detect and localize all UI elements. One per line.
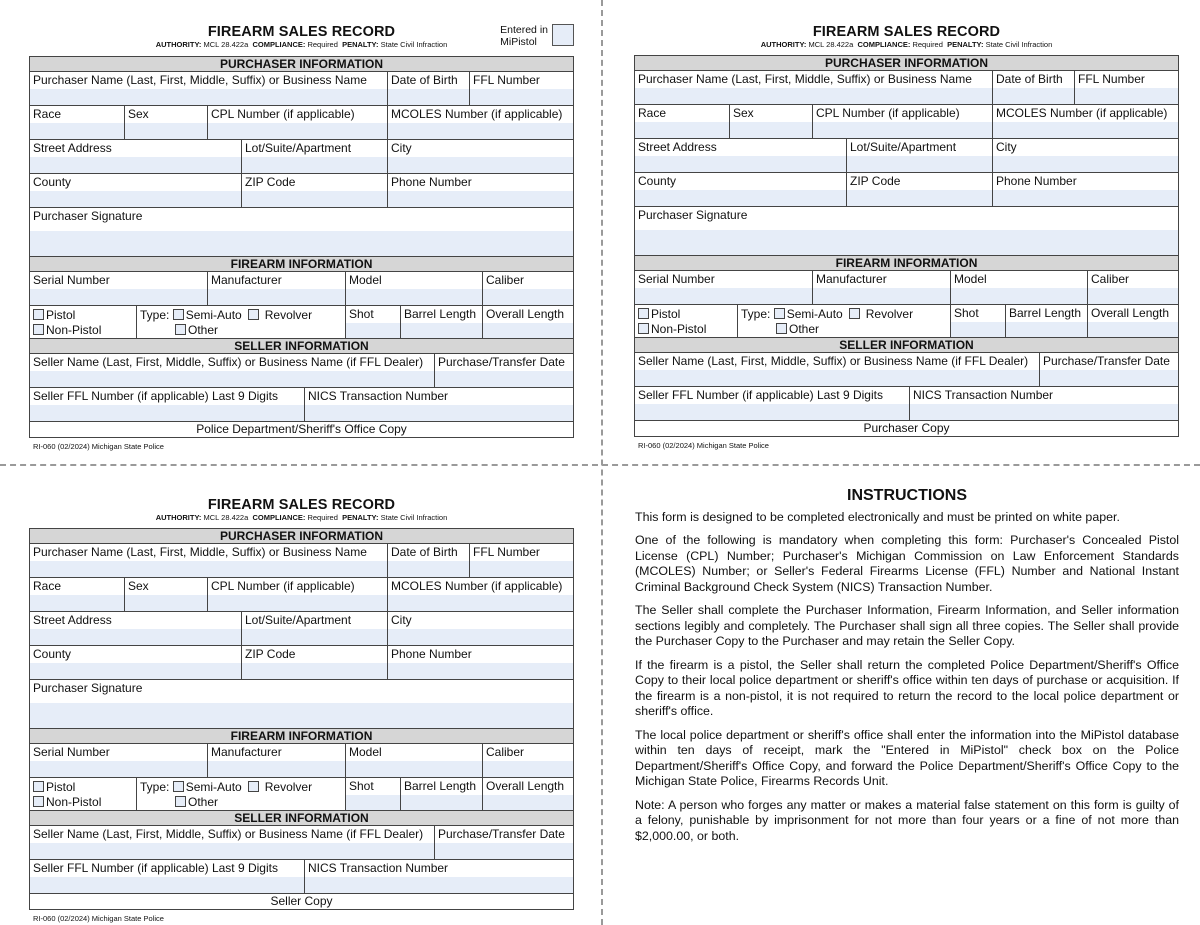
seller-name-field[interactable]: Seller Name (Last, First, Middle, Suffix) or Business Name (if FFL Dealer) — [30, 354, 435, 387]
seller-copy-form — [29, 497, 574, 923]
copy-label: Purchaser Copy — [635, 421, 1178, 437]
shot-field[interactable]: Shot — [951, 305, 1006, 337]
other-checkbox[interactable] — [175, 796, 186, 807]
instructions-paragraph: The Seller shall complete the Purchaser Information, Firearm Information, and Seller information sections legibly and completely. The Purchaser shall sign all three copies. The Seller shall provide the Purchaser Copy to the Purchaser and may retain the Seller Copy. — [635, 603, 1179, 648]
street-address-field[interactable]: Street Address — [635, 139, 847, 172]
shot-field[interactable]: Shot — [346, 778, 401, 810]
purchase-date-field[interactable]: Purchase/Transfer Date — [435, 354, 573, 387]
zip-code-field[interactable]: ZIP Code — [242, 174, 388, 207]
purchase-date-field[interactable]: Purchase/Transfer Date — [1040, 353, 1178, 386]
form-title: FIREARM SALES RECORD — [812, 24, 1001, 40]
lot-suite-field[interactable]: Lot/Suite/Apartment — [242, 140, 388, 173]
purchaser-signature-field[interactable]: Purchaser Signature — [635, 207, 1178, 255]
authority-line: AUTHORITY: MCL 28.422a COMPLIANCE: Required PENALTY: State Civil Infraction — [760, 40, 1053, 49]
action-type-group: Type: Semi-Auto Revolver Other — [738, 305, 951, 337]
pistol-type-group: Pistol Non-Pistol — [635, 305, 738, 337]
horizontal-cut-line — [0, 464, 1200, 466]
pistol-type-group: Pistol Non-Pistol — [30, 306, 137, 338]
purchase-date-field[interactable]: Purchase/Transfer Date — [435, 826, 573, 859]
purchaser-signature-field[interactable]: Purchaser Signature — [30, 208, 573, 256]
semi-auto-checkbox[interactable] — [173, 309, 184, 320]
purchaser-name-field[interactable]: Purchaser Name (Last, First, Middle, Suffix) or Business Name — [30, 544, 388, 577]
sex-field[interactable]: Sex — [125, 106, 208, 139]
ffl-number-field[interactable]: FFL Number — [1075, 71, 1178, 104]
vertical-cut-line — [601, 0, 603, 925]
phone-number-field[interactable]: Phone Number — [993, 173, 1178, 206]
purchaser-section-header: PURCHASER INFORMATION — [30, 57, 573, 72]
firearm-section-header: FIREARM INFORMATION — [30, 257, 573, 272]
non-pistol-checkbox[interactable] — [33, 324, 44, 335]
county-field[interactable]: County — [635, 173, 847, 206]
revolver-checkbox[interactable] — [248, 781, 259, 792]
seller-name-field[interactable]: Seller Name (Last, First, Middle, Suffix) or Business Name (if FFL Dealer) — [635, 353, 1040, 386]
sex-field[interactable]: Sex — [125, 578, 208, 611]
police-copy-form — [29, 24, 574, 451]
firearm-section-header: FIREARM INFORMATION — [635, 256, 1178, 271]
authority-line: AUTHORITY: MCL 28.422a COMPLIANCE: Required PENALTY: State Civil Infraction — [155, 513, 448, 522]
seller-section-header: SELLER INFORMATION — [635, 338, 1178, 353]
mcoles-number-field[interactable]: MCOLES Number (if applicable) — [388, 106, 573, 139]
firearm-section-header: FIREARM INFORMATION — [30, 729, 573, 744]
serial-number-field[interactable]: Serial Number — [30, 272, 208, 305]
other-checkbox[interactable] — [175, 324, 186, 335]
entered-in-mipistol-checkbox[interactable] — [552, 24, 574, 46]
purchaser-name-field[interactable]: Purchaser Name (Last, First, Middle, Suffix) or Business Name — [635, 71, 993, 104]
manufacturer-field[interactable]: Manufacturer — [208, 744, 346, 777]
city-field[interactable]: City — [388, 140, 573, 173]
instructions-paragraph: One of the following is mandatory when completing this form: Purchaser's Concealed Pistol License (CPL) Number; Purchaser's Michigan Commission on Law Enforcement Standards (MCOLES) Number; or Seller's Federal Firearms License (FFL) Number and National Instant Criminal Background Check System (NICS) Transaction Number. — [635, 533, 1179, 594]
form-grid — [634, 55, 1179, 437]
purchaser-section-header: PURCHASER INFORMATION — [30, 529, 573, 544]
instructions-note: Note: A person who forges any matter or makes a material false statement on this form is guilty of a felony, punishable by imprisonment for not more than four years or a fine of not more than $2,000.00, or both. — [635, 797, 1179, 843]
form-title: FIREARM SALES RECORD — [207, 24, 396, 40]
form-title: FIREARM SALES RECORD — [207, 497, 396, 513]
overall-length-field[interactable]: Overall Length — [483, 778, 573, 810]
street-address-field[interactable]: Street Address — [30, 612, 242, 645]
nics-number-field[interactable]: NICS Transaction Number — [910, 387, 1178, 420]
barrel-length-field[interactable]: Barrel Length — [1006, 305, 1088, 337]
phone-number-field[interactable]: Phone Number — [388, 646, 573, 679]
authority-line: AUTHORITY: MCL 28.422a COMPLIANCE: Required PENALTY: State Civil Infraction — [155, 40, 448, 49]
pistol-checkbox[interactable] — [33, 781, 44, 792]
zip-code-field[interactable]: ZIP Code — [847, 173, 993, 206]
pistol-checkbox[interactable] — [638, 308, 649, 319]
form-code: RI-060 (02/2024) Michigan State Police — [33, 914, 164, 923]
entered-in-mipistol: Entered in MiPistol — [500, 24, 574, 48]
model-field[interactable]: Model — [346, 744, 483, 777]
county-field[interactable]: County — [30, 646, 242, 679]
pistol-type-group: Pistol Non-Pistol — [30, 778, 137, 810]
race-field[interactable]: Race — [635, 105, 730, 138]
mcoles-number-field[interactable]: MCOLES Number (if applicable) — [993, 105, 1178, 138]
nics-number-field[interactable]: NICS Transaction Number — [305, 860, 573, 893]
nics-number-field[interactable]: NICS Transaction Number — [305, 388, 573, 421]
city-field[interactable]: City — [388, 612, 573, 645]
cpl-number-field[interactable]: CPL Number (if applicable) — [208, 106, 388, 139]
overall-length-field[interactable]: Overall Length — [1088, 305, 1178, 337]
barrel-length-field[interactable]: Barrel Length — [401, 306, 483, 338]
caliber-field[interactable]: Caliber — [483, 272, 573, 305]
instructions-title: INSTRUCTIONS — [847, 487, 967, 504]
phone-number-field[interactable]: Phone Number — [388, 174, 573, 207]
form-code: RI-060 (02/2024) Michigan State Police — [638, 441, 769, 450]
ffl-number-field[interactable]: FFL Number — [470, 544, 573, 577]
shot-field[interactable]: Shot — [346, 306, 401, 338]
instructions-paragraph: This form is designed to be completed electronically and must be printed on white paper. — [635, 509, 1120, 524]
city-field[interactable]: City — [993, 139, 1178, 172]
ffl-number-field[interactable]: FFL Number — [470, 72, 573, 105]
copy-label: Police Department/Sheriff's Office Copy — [30, 422, 573, 438]
seller-ffl-field[interactable]: Seller FFL Number (if applicable) Last 9 Digits — [635, 387, 910, 420]
purchaser-copy-form — [634, 24, 1179, 450]
county-field[interactable]: County — [30, 174, 242, 207]
race-field[interactable]: Race — [30, 106, 125, 139]
seller-ffl-field[interactable]: Seller FFL Number (if applicable) Last 9 Digits — [30, 860, 305, 893]
model-field[interactable]: Model — [346, 272, 483, 305]
date-of-birth-field[interactable]: Date of Birth — [388, 72, 470, 105]
zip-code-field[interactable]: ZIP Code — [242, 646, 388, 679]
pistol-checkbox[interactable] — [33, 309, 44, 320]
purchaser-section-header: PURCHASER INFORMATION — [635, 56, 1178, 71]
seller-ffl-field[interactable]: Seller FFL Number (if applicable) Last 9 Digits — [30, 388, 305, 421]
street-address-field[interactable]: Street Address — [30, 140, 242, 173]
seller-section-header: SELLER INFORMATION — [30, 339, 573, 354]
serial-number-field[interactable]: Serial Number — [30, 744, 208, 777]
revolver-checkbox[interactable] — [849, 308, 860, 319]
overall-length-field[interactable]: Overall Length — [483, 306, 573, 338]
non-pistol-checkbox[interactable] — [33, 796, 44, 807]
mcoles-number-field[interactable]: MCOLES Number (if applicable) — [388, 578, 573, 611]
revolver-checkbox[interactable] — [248, 309, 259, 320]
seller-name-field[interactable]: Seller Name (Last, First, Middle, Suffix) or Business Name (if FFL Dealer) — [30, 826, 435, 859]
barrel-length-field[interactable]: Barrel Length — [401, 778, 483, 810]
caliber-field[interactable]: Caliber — [483, 744, 573, 777]
seller-section-header: SELLER INFORMATION — [30, 811, 573, 826]
semi-auto-checkbox[interactable] — [173, 781, 184, 792]
action-type-group: Type: Semi-Auto Revolver Other — [137, 306, 346, 338]
sex-field[interactable]: Sex — [730, 105, 813, 138]
date-of-birth-field[interactable]: Date of Birth — [388, 544, 470, 577]
manufacturer-field[interactable]: Manufacturer — [208, 272, 346, 305]
purchaser-signature-field[interactable]: Purchaser Signature — [30, 680, 573, 728]
manufacturer-field[interactable]: Manufacturer — [813, 271, 951, 304]
serial-number-field[interactable]: Serial Number — [635, 271, 813, 304]
semi-auto-checkbox[interactable] — [774, 308, 785, 319]
form-grid — [29, 528, 574, 910]
purchaser-name-field[interactable]: Purchaser Name (Last, First, Middle, Suffix) or Business Name — [30, 72, 388, 105]
non-pistol-checkbox[interactable] — [638, 323, 649, 334]
date-of-birth-field[interactable]: Date of Birth — [993, 71, 1075, 104]
instructions-panel — [635, 488, 1179, 852]
form-code: RI-060 (02/2024) Michigan State Police — [33, 442, 164, 451]
instructions-paragraph: If the firearm is a pistol, the Seller shall return the completed Police Department/Sheriff's Office Copy to their local police department or sheriff's office within ten days of purchase or acquisition. If the firearm is a non-pistol, it is not required to return the record to the local police department or sheriff's office. — [635, 657, 1179, 718]
cpl-number-field[interactable]: CPL Number (if applicable) — [813, 105, 993, 138]
instructions-paragraph: The local police department or sheriff's office shall enter the information into the MiPistol database within ten days of receipt, mark the "Entered in MiPistol" check box on the Police Department/Sheriff's Office Copy, and forward the Police Department/Sheriff's Office Copy to the Michigan State Police, Firearms Records Unit. — [635, 727, 1179, 788]
copy-label: Seller Copy — [30, 894, 573, 910]
caliber-field[interactable]: Caliber — [1088, 271, 1178, 304]
other-checkbox[interactable] — [776, 323, 787, 334]
lot-suite-field[interactable]: Lot/Suite/Apartment — [242, 612, 388, 645]
model-field[interactable]: Model — [951, 271, 1088, 304]
race-field[interactable]: Race — [30, 578, 125, 611]
action-type-group: Type: Semi-Auto Revolver Other — [137, 778, 346, 810]
form-grid — [29, 56, 574, 438]
lot-suite-field[interactable]: Lot/Suite/Apartment — [847, 139, 993, 172]
cpl-number-field[interactable]: CPL Number (if applicable) — [208, 578, 388, 611]
